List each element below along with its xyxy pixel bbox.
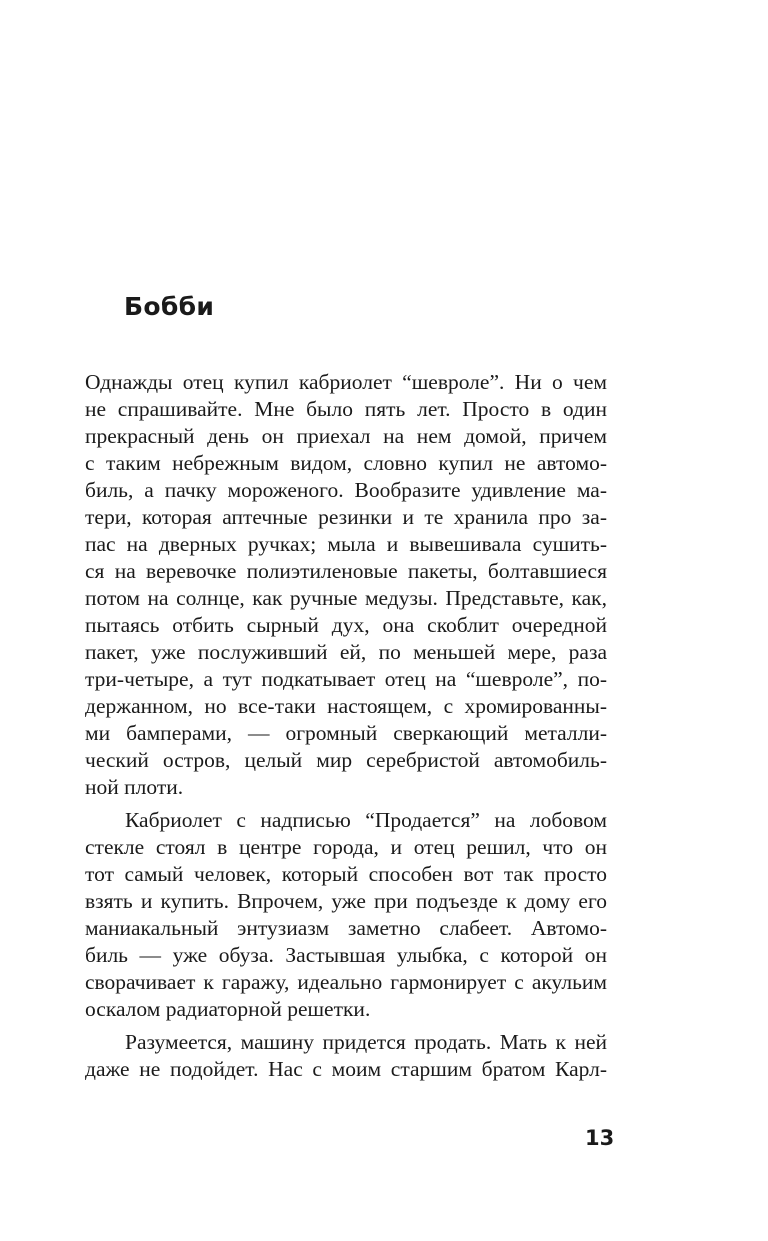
text-line: ся на веревочке полиэтиленовые пакеты, болтавшиеся: [85, 559, 607, 583]
text-line: три-четыре, а тут подкатывает отец на “шевроле”, по-: [85, 667, 607, 691]
text-line: сворачивает к гаражу, идеально гармонирует с акульим: [85, 970, 607, 994]
text-line: не спрашивайте. Мне было пять лет. Просто в один: [85, 397, 607, 421]
text-line: даже не подойдет. Нас с моим старшим братом Карл-: [85, 1057, 607, 1081]
text-line: ческий остров, целый мир серебристой автомобиль-: [85, 748, 607, 772]
text-line: потом на солнце, как ручные медузы. Представьте, как,: [85, 586, 607, 610]
text-line: Разумеется, машину придется продать. Мать к ней: [125, 1030, 607, 1054]
text-line: взять и купить. Впрочем, уже при подъезде к дому его: [85, 889, 607, 913]
body-text: [85, 369, 607, 1083]
text-line: ми бамперами, — огромный сверкающий металли-: [85, 721, 607, 745]
text-line: с таким небрежным видом, словно купил не автомо-: [85, 451, 607, 475]
text-line: маниакальный энтузиазм заметно слабеет. Автомо-: [85, 916, 607, 940]
chapter-title: Бобби: [124, 292, 215, 321]
text-line: Однажды отец купил кабриолет “шевроле”. Ни о чем: [85, 370, 607, 394]
text-line: пас на дверных ручках; мыла и вывешивала сушить-: [85, 532, 607, 556]
page-number: 13: [585, 1126, 615, 1150]
text-line: биль — уже обуза. Застывшая улыбка, с которой он: [85, 943, 607, 967]
text-line: прекрасный день он приехал на нем домой, причем: [85, 424, 607, 448]
text-line: пакет, уже послуживший ей, по меньшей мере, раза: [85, 640, 607, 664]
text-line: тот самый человек, который способен вот так просто: [85, 862, 607, 886]
text-line: держанном, но все-таки настоящем, с хромированны-: [85, 694, 607, 718]
text-line: пытаясь отбить сырный дух, она скоблит очередной: [85, 613, 607, 637]
text-line: ной плоти.: [85, 775, 184, 799]
text-line: тери, которая аптечные резинки и те хранила про за-: [85, 505, 607, 529]
text-line: стекле стоял в центре города, и отец решил, что он: [85, 835, 607, 859]
text-line: Кабриолет с надписью “Продается” на лобовом: [125, 808, 607, 832]
text-line: биль, а пачку мороженого. Вообразите удивление ма-: [85, 478, 607, 502]
text-line: оскалом радиаторной решетки.: [85, 997, 371, 1021]
